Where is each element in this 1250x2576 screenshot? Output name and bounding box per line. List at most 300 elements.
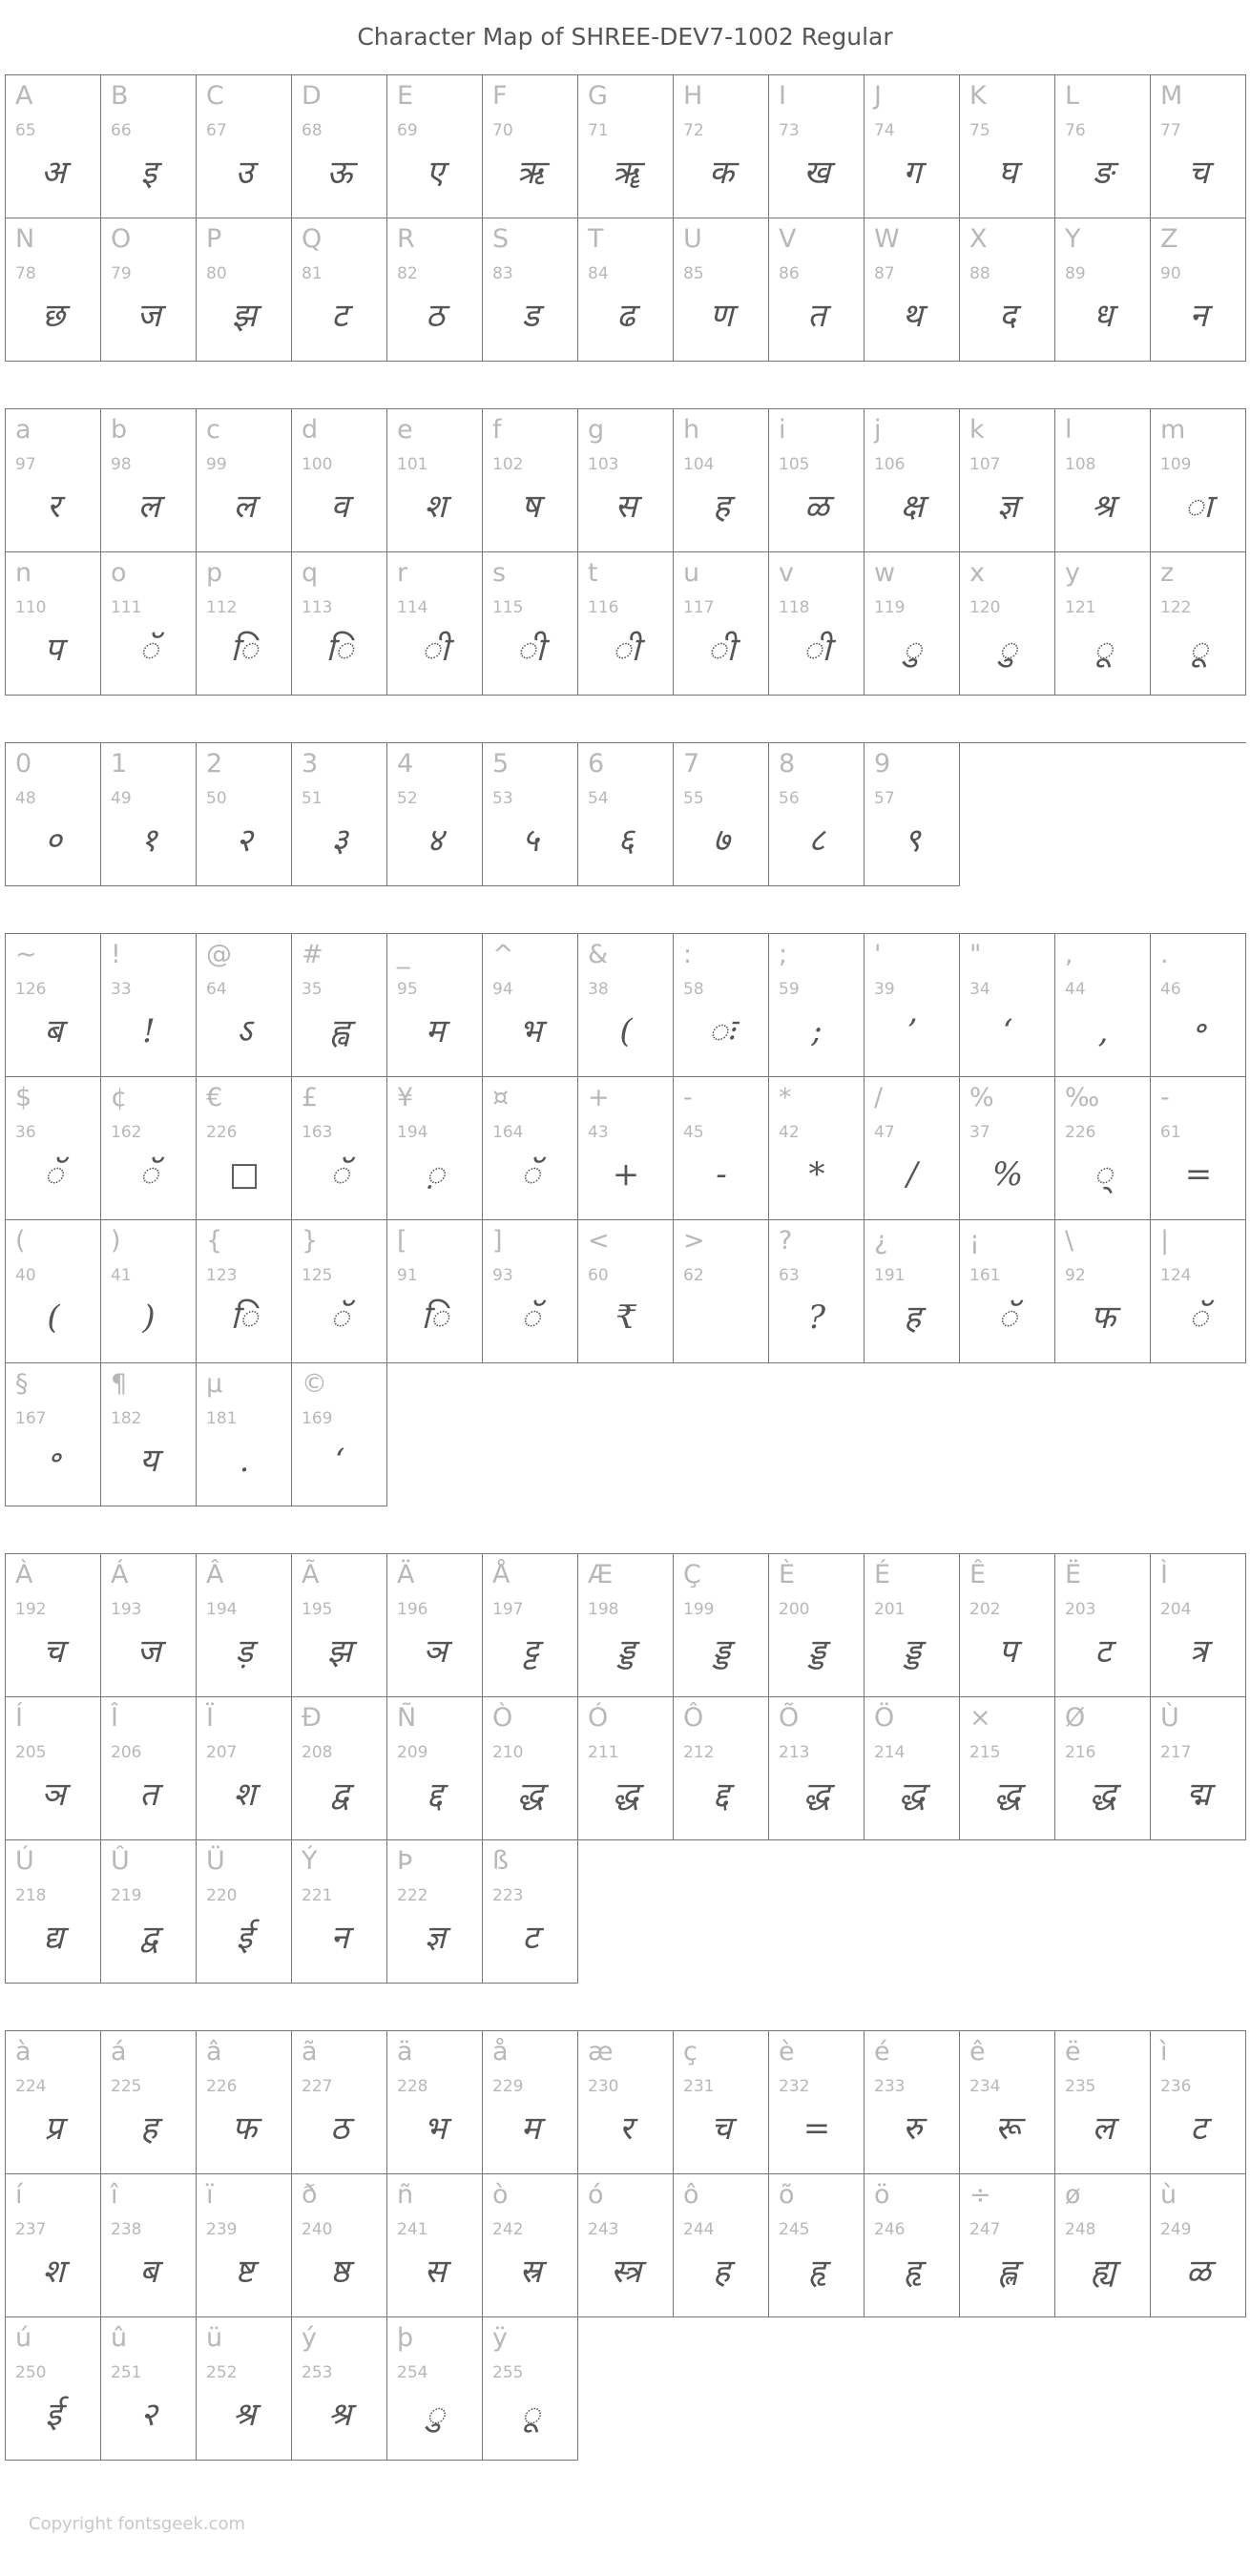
glyph-sample: ॅ	[329, 1155, 350, 1194]
glyph-sample: र	[47, 488, 60, 526]
char-code: 39	[874, 980, 895, 999]
char-label: t	[588, 558, 598, 588]
char-label: h	[683, 415, 700, 445]
char-code: 33	[111, 980, 132, 999]
char-cell	[101, 75, 197, 218]
char-code: 236	[1160, 2077, 1192, 2096]
char-label: g	[588, 415, 605, 445]
char-label: !	[111, 940, 121, 969]
glyph-sample: ॅ	[329, 1298, 350, 1337]
char-code: 215	[969, 1743, 1001, 1762]
char-code: 191	[874, 1266, 906, 1285]
glyph-sample: =	[802, 2109, 831, 2148]
glyph-sample: हृ	[807, 2253, 826, 2291]
char-label: ?	[779, 1226, 793, 1256]
glyph-sample: ि	[325, 631, 354, 669]
char-label: Í	[15, 1703, 23, 1733]
glyph-sample: ध	[1093, 297, 1114, 335]
glyph-sample: ी	[612, 631, 640, 669]
char-code: 62	[683, 1266, 704, 1285]
char-label: Ì	[1160, 1560, 1168, 1589]
char-cell	[387, 2174, 483, 2317]
char-code: 93	[492, 1266, 513, 1285]
glyph-sample: ड्ड	[903, 1632, 922, 1671]
char-cell	[1151, 1554, 1246, 1697]
char-label: U	[683, 224, 702, 254]
glyph-sample: त	[807, 297, 826, 335]
char-label: þ	[397, 2323, 414, 2353]
char-cell	[578, 1220, 674, 1363]
glyph-sample: ा	[1184, 488, 1213, 526]
char-cell	[1151, 1077, 1246, 1220]
char-code: 218	[15, 1886, 47, 1905]
char-label: â	[206, 2037, 222, 2067]
char-cell	[769, 1077, 865, 1220]
char-code: 72	[683, 121, 704, 140]
char-cell	[101, 2174, 197, 2317]
glyph-sample: ह्व	[329, 1012, 350, 1050]
char-code: 99	[206, 455, 227, 474]
char-cell	[1055, 1220, 1151, 1363]
char-section-digits	[5, 742, 1246, 886]
char-code: 59	[779, 980, 800, 999]
char-code: 36	[15, 1123, 36, 1142]
char-cell	[292, 2174, 387, 2317]
page-title: Character Map of SHREE-DEV7-1002 Regular	[357, 23, 893, 51]
char-label: å	[492, 2037, 509, 2067]
char-cell	[578, 75, 674, 218]
char-code: 107	[969, 455, 1001, 474]
glyph-sample: भ	[424, 2109, 447, 2148]
char-cell	[6, 409, 101, 552]
char-code: 55	[683, 789, 704, 808]
char-cell	[292, 1363, 387, 1506]
char-label: v	[779, 558, 794, 588]
char-label: £	[302, 1083, 319, 1112]
char-code: 89	[1065, 264, 1086, 283]
char-cell	[292, 934, 387, 1077]
char-cell	[674, 934, 769, 1077]
char-cell	[197, 409, 292, 552]
char-label: ô	[683, 2180, 699, 2210]
char-code: 239	[206, 2220, 238, 2239]
char-code: 114	[397, 598, 428, 617]
char-label: ì	[1160, 2037, 1168, 2067]
char-label: ó	[588, 2180, 604, 2210]
char-label: ð	[302, 2180, 318, 2210]
glyph-sample: हृ	[903, 2253, 922, 2291]
char-cell	[483, 2031, 578, 2174]
char-code: 64	[206, 980, 227, 999]
char-grid	[5, 74, 1246, 362]
char-code: 80	[206, 264, 227, 283]
char-label: f	[492, 415, 502, 445]
char-cell	[197, 2317, 292, 2461]
char-cell	[674, 218, 769, 362]
char-code: 94	[492, 980, 513, 999]
char-label: Y	[1065, 224, 1081, 254]
glyph-sample: ए	[426, 154, 445, 192]
char-cell	[578, 1554, 674, 1697]
char-code: 76	[1065, 121, 1086, 140]
char-label: F	[492, 81, 508, 111]
glyph-sample: स्र	[519, 2253, 542, 2291]
char-code: 231	[683, 2077, 715, 2096]
char-cell	[578, 2174, 674, 2317]
char-code: 45	[683, 1123, 704, 1142]
char-cell	[578, 1697, 674, 1840]
char-label: Å	[492, 1560, 510, 1589]
char-code: 182	[111, 1409, 142, 1428]
char-code: 115	[492, 598, 524, 617]
char-cell	[578, 1077, 674, 1220]
glyph-sample: ग	[903, 154, 922, 192]
char-cell	[960, 934, 1055, 1077]
char-code: 193	[111, 1600, 142, 1619]
char-cell	[6, 1363, 101, 1506]
char-code: 205	[15, 1743, 47, 1762]
char-code: 97	[15, 455, 36, 474]
glyph-sample: क	[708, 154, 735, 192]
char-label: E	[397, 81, 414, 111]
char-cell	[578, 218, 674, 362]
glyph-sample: ?	[807, 1298, 826, 1337]
char-cell	[387, 1840, 483, 1984]
char-section-latin-lower	[5, 2030, 1246, 2461]
char-code: 57	[874, 789, 895, 808]
char-cell	[387, 1554, 483, 1697]
char-code: 226	[206, 1123, 238, 1142]
char-cell	[865, 409, 960, 552]
char-cell	[960, 1554, 1055, 1697]
char-label: w	[874, 558, 896, 588]
copyright-footer: Copyright fontsgeek.com	[29, 2514, 246, 2534]
glyph-sample: न	[330, 1919, 349, 1957]
char-cell	[292, 409, 387, 552]
char-label: .	[1160, 940, 1169, 969]
glyph-sample: फ	[1090, 1298, 1116, 1337]
glyph-sample: ु	[997, 631, 1018, 669]
char-cell	[387, 218, 483, 362]
glyph-sample: य	[139, 1442, 158, 1480]
char-cell	[1055, 218, 1151, 362]
char-cell	[197, 1554, 292, 1697]
char-cell	[1151, 75, 1246, 218]
char-label: O	[111, 224, 132, 254]
char-label: D	[302, 81, 322, 111]
glyph-sample: ह	[712, 2253, 731, 2291]
char-label: ¡	[969, 1226, 980, 1256]
char-cell	[674, 552, 769, 696]
char-section-uppercase	[5, 74, 1246, 362]
glyph-sample: २	[140, 2396, 157, 2434]
char-cell	[960, 1697, 1055, 1840]
char-code: 226	[1065, 1123, 1096, 1142]
char-code: 167	[15, 1409, 47, 1428]
char-code: 194	[206, 1600, 238, 1619]
char-label: c	[206, 415, 220, 445]
glyph-sample: २	[236, 821, 253, 860]
char-code: 247	[969, 2220, 1001, 2239]
char-code: 69	[397, 121, 418, 140]
glyph-sample: ड्ड	[807, 1632, 826, 1671]
char-code: 232	[779, 2077, 810, 2096]
glyph-sample: भ	[519, 1012, 542, 1050]
glyph-sample: स	[615, 488, 637, 526]
char-label: Ú	[15, 1846, 34, 1876]
char-code: 78	[15, 264, 36, 283]
char-code: 112	[206, 598, 238, 617]
glyph-sample: ड्ड	[616, 1632, 635, 1671]
char-cell	[101, 743, 197, 886]
char-code: 255	[492, 2363, 524, 2382]
char-cell	[292, 218, 387, 362]
char-code: 233	[874, 2077, 906, 2096]
glyph-sample: थ	[902, 297, 923, 335]
char-code: 224	[15, 2077, 47, 2096]
glyph-sample: ख	[803, 154, 830, 192]
glyph-sample: श्र	[1091, 488, 1115, 526]
char-label: W	[874, 224, 900, 254]
char-label: Ç	[683, 1560, 701, 1589]
char-label: í	[15, 2180, 23, 2210]
char-code: 197	[492, 1600, 524, 1619]
glyph-sample: ड्ड	[712, 1632, 731, 1671]
char-code: 81	[302, 264, 323, 283]
char-label: Æ	[588, 1560, 614, 1589]
char-cell	[674, 1077, 769, 1220]
char-label: M	[1160, 81, 1183, 111]
glyph-sample: ि	[230, 1298, 259, 1337]
char-label: -	[1160, 1083, 1170, 1112]
char-cell	[578, 934, 674, 1077]
char-label: Ö	[874, 1703, 895, 1733]
char-code: 213	[779, 1743, 810, 1762]
char-cell	[197, 1077, 292, 1220]
char-cell	[483, 1220, 578, 1363]
glyph-sample: ः	[708, 1012, 735, 1050]
char-cell	[6, 1077, 101, 1220]
char-code: 61	[1160, 1123, 1181, 1142]
char-cell	[769, 2174, 865, 2317]
char-label: l	[1065, 415, 1073, 445]
char-code: 212	[683, 1743, 715, 1762]
char-cell	[292, 743, 387, 886]
glyph-sample: (	[619, 1012, 633, 1050]
char-label: ø	[1065, 2180, 1081, 2210]
char-cell	[6, 75, 101, 218]
glyph-sample: ी	[707, 631, 736, 669]
char-code: 63	[779, 1266, 800, 1285]
char-label: 6	[588, 749, 605, 779]
char-label: 9	[874, 749, 891, 779]
glyph-sample: ज	[136, 297, 161, 335]
char-code: 101	[397, 455, 428, 474]
glyph-sample: क्ष	[900, 488, 925, 526]
char-label: 5	[492, 749, 510, 779]
char-label: ¤	[492, 1083, 510, 1112]
char-cell	[1151, 1697, 1246, 1840]
char-code: 34	[969, 980, 990, 999]
char-label: I	[779, 81, 786, 111]
glyph-sample: ह्ल	[997, 2253, 1018, 2291]
glyph-sample: ॅ	[138, 631, 159, 669]
glyph-sample: छ	[42, 297, 65, 335]
char-label: õ	[779, 2180, 795, 2210]
char-cell	[292, 552, 387, 696]
char-cell	[483, 75, 578, 218]
char-section-lowercase	[5, 408, 1246, 696]
char-cell	[865, 1077, 960, 1220]
glyph-sample: ट	[1094, 1632, 1112, 1671]
char-cell	[483, 743, 578, 886]
char-code: 225	[111, 2077, 142, 2096]
char-label: S	[492, 224, 510, 254]
glyph-sample: !	[142, 1012, 156, 1050]
char-code: 111	[111, 598, 142, 617]
char-label: _	[397, 940, 410, 969]
char-code: 58	[683, 980, 704, 999]
char-cell	[292, 75, 387, 218]
glyph-sample: स्त्र	[611, 2253, 641, 2291]
char-cell	[483, 2174, 578, 2317]
char-code: 181	[206, 1409, 238, 1428]
glyph-sample: ॅ	[520, 1155, 541, 1194]
char-code: 102	[492, 455, 524, 474]
char-code: 90	[1160, 264, 1181, 283]
char-cell	[292, 1220, 387, 1363]
char-label: ê	[969, 2037, 986, 2067]
char-label: ç	[683, 2037, 698, 2067]
glyph-sample: द्व	[139, 1919, 158, 1957]
char-label: }	[302, 1226, 319, 1256]
char-label: €	[206, 1083, 223, 1112]
glyph-sample: श्र	[232, 2396, 257, 2434]
char-label: µ	[206, 1369, 223, 1399]
char-cell	[483, 1554, 578, 1697]
char-cell	[865, 552, 960, 696]
glyph-sample: ू	[520, 2396, 541, 2434]
char-label: Z	[1160, 224, 1178, 254]
glyph-sample: १	[140, 821, 157, 860]
char-label: §	[15, 1369, 29, 1399]
glyph-sample: अ	[41, 154, 66, 192]
glyph-sample: ञ	[41, 1776, 66, 1814]
char-label: Ó	[588, 1703, 609, 1733]
char-cell	[6, 934, 101, 1077]
char-code: 161	[969, 1266, 1001, 1285]
char-code: 210	[492, 1743, 524, 1762]
char-code: 226	[206, 2077, 238, 2096]
glyph-sample: झ	[232, 297, 257, 335]
glyph-sample: ळ	[804, 488, 829, 526]
char-code: 248	[1065, 2220, 1096, 2239]
glyph-sample: ॅ	[997, 1298, 1018, 1337]
char-grid	[5, 742, 1246, 886]
glyph-sample: ू	[1093, 631, 1114, 669]
char-label: Û	[111, 1846, 130, 1876]
char-label: æ	[588, 2037, 614, 2067]
glyph-sample: ,	[1097, 1012, 1109, 1050]
char-code: 65	[15, 121, 36, 140]
char-cell	[769, 409, 865, 552]
char-grid	[5, 408, 1246, 696]
char-code: 100	[302, 455, 333, 474]
char-label: >	[683, 1226, 705, 1256]
char-label: Þ	[397, 1846, 413, 1876]
glyph-sample: र	[619, 2109, 633, 2148]
char-code: 52	[397, 789, 418, 808]
char-code: 208	[302, 1743, 333, 1762]
char-cell	[6, 1554, 101, 1697]
glyph-sample: )	[142, 1298, 156, 1337]
char-code: 54	[588, 789, 609, 808]
char-cell	[769, 1697, 865, 1840]
char-cell	[6, 2317, 101, 2461]
char-code: 206	[111, 1743, 142, 1762]
char-label: ù	[1160, 2180, 1177, 2210]
char-code: 123	[206, 1266, 238, 1285]
char-code: 88	[969, 264, 990, 283]
glyph-sample: श्र	[327, 2396, 352, 2434]
char-label: 2	[206, 749, 223, 779]
char-label: P	[206, 224, 222, 254]
char-code: 235	[1065, 2077, 1096, 2096]
char-cell	[387, 743, 483, 886]
glyph-sample: प	[998, 1632, 1017, 1671]
char-label: Ï	[206, 1703, 214, 1733]
char-cell	[865, 2174, 960, 2317]
char-cell	[6, 2031, 101, 2174]
char-label: ×	[969, 1703, 991, 1733]
glyph-sample: द्ध	[517, 1776, 544, 1814]
char-code: 254	[397, 2363, 428, 2382]
char-label: ¿	[874, 1226, 888, 1256]
char-cell	[769, 1220, 865, 1363]
char-code: 252	[206, 2363, 238, 2382]
char-code: 220	[206, 1886, 238, 1905]
char-cell	[674, 1220, 769, 1363]
glyph-sample: ’	[906, 1012, 918, 1050]
char-code: 37	[969, 1123, 990, 1142]
glyph-sample: ढ	[616, 297, 635, 335]
char-cell	[101, 409, 197, 552]
char-code: 51	[302, 789, 323, 808]
char-label: È	[779, 1560, 796, 1589]
char-code: 200	[779, 1600, 810, 1619]
char-label: à	[15, 2037, 31, 2067]
char-cell	[197, 1363, 292, 1506]
char-cell	[960, 409, 1055, 552]
glyph-sample: म	[425, 1012, 446, 1050]
char-cell	[101, 1220, 197, 1363]
char-cell	[197, 1220, 292, 1363]
char-code: 70	[492, 121, 513, 140]
char-code: 126	[15, 980, 47, 999]
glyph-sample: रु	[902, 2109, 923, 2148]
glyph-sample: .	[239, 1442, 250, 1480]
glyph-sample: ड़	[235, 1632, 254, 1671]
glyph-sample: ब	[44, 1012, 63, 1050]
char-cell	[101, 1840, 197, 1984]
char-label: Ù	[1160, 1703, 1179, 1733]
char-label: k	[969, 415, 985, 445]
char-code: 98	[111, 455, 132, 474]
char-label: î	[111, 2180, 118, 2210]
char-label: e	[397, 415, 413, 445]
char-code: 121	[1065, 598, 1096, 617]
char-cell	[6, 743, 101, 886]
